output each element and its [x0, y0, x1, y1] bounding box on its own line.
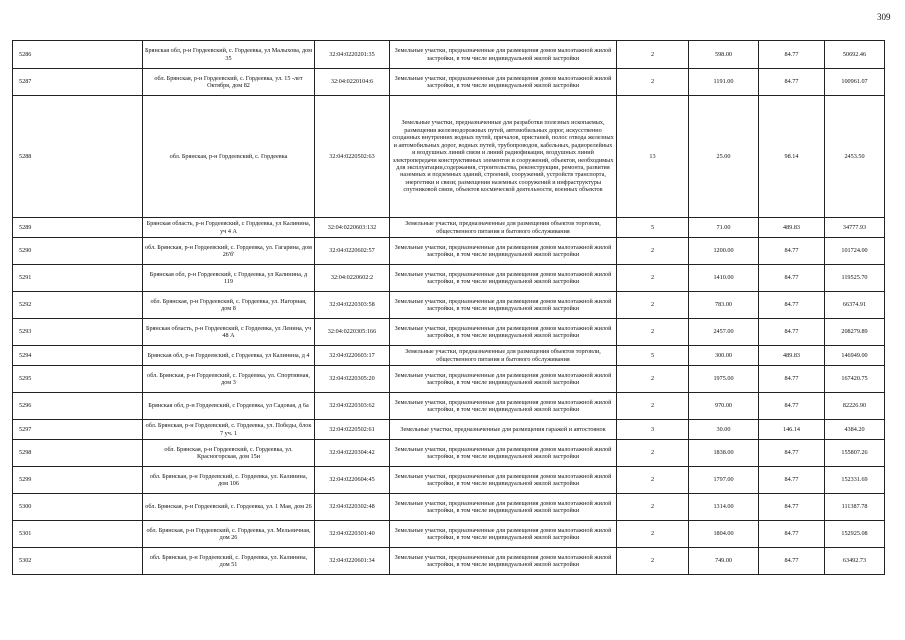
- group-cell: 2: [617, 548, 689, 575]
- address-cell: обл. Брянская, р-н Гордеевский, с. Гордеевка, ул. Спортивная, дом 3: [143, 366, 315, 393]
- group-cell: 2: [617, 494, 689, 521]
- area-cell: 1975.00: [689, 366, 759, 393]
- address-cell: Брянская обл, р-н Гордеевский, с. Гордеевка, ул Малыхова, дом 35: [143, 41, 315, 69]
- row-number: 5290: [13, 238, 143, 265]
- group-cell: 2: [617, 366, 689, 393]
- area-cell: 300.00: [689, 346, 759, 366]
- row-number: 5291: [13, 265, 143, 292]
- value-cell: 63492.73: [825, 548, 885, 575]
- cadastral-number-cell: 32:04:0220305:166: [315, 319, 390, 346]
- row-number: 5289: [13, 218, 143, 238]
- row-number: 5299: [13, 467, 143, 494]
- value-cell: 119525.70: [825, 265, 885, 292]
- address-cell: Брянская обл, р-н Гордеевский, с Гордеевка, ул Калинина, д 4: [143, 346, 315, 366]
- row-number: 5292: [13, 292, 143, 319]
- rate-cell: 84.77: [759, 467, 825, 494]
- value-cell: 101724.00: [825, 238, 885, 265]
- land-use-cell: Земельные участки, предназначенные для размещения домов малоэтажной жилой застройки, в том числе индивидуальной жилой застройки: [390, 292, 617, 319]
- group-cell: 2: [617, 521, 689, 548]
- land-use-cell: Земельные участки, предназначенные для размещения гаражей и автостоянок: [390, 420, 617, 440]
- row-number: 5295: [13, 366, 143, 393]
- value-cell: 100961.07: [825, 69, 885, 96]
- value-cell: 152331.69: [825, 467, 885, 494]
- table-row: [13, 467, 885, 494]
- row-number: 5297: [13, 420, 143, 440]
- row-number: 5286: [13, 41, 143, 69]
- row-number: 5287: [13, 69, 143, 96]
- cadastral-number-cell: 32:04:0220502:63: [315, 96, 390, 218]
- table-row: [13, 346, 885, 366]
- table-row: [13, 319, 885, 346]
- cadastral-number-cell: 32:04:0220301:40: [315, 521, 390, 548]
- land-use-cell: Земельные участки, предназначенные для размещения домов малоэтажной жилой застройки, в том числе индивидуальной жилой застройки: [390, 238, 617, 265]
- rate-cell: 489.83: [759, 346, 825, 366]
- value-cell: 34777.93: [825, 218, 885, 238]
- land-use-cell: Земельные участки, предназначенные для размещения домов малоэтажной жилой застройки, в том числе индивидуальной жилой застройки: [390, 548, 617, 575]
- group-cell: 2: [617, 440, 689, 467]
- area-cell: 1410.00: [689, 265, 759, 292]
- land-use-cell: Земельные участки, предназначенные для размещения объектов торговли, общественного питания и бытового обслуживания: [390, 218, 617, 238]
- row-number: 5298: [13, 440, 143, 467]
- rate-cell: 489.83: [759, 218, 825, 238]
- row-number: 5294: [13, 346, 143, 366]
- group-cell: 2: [617, 393, 689, 420]
- area-cell: 25.00: [689, 96, 759, 218]
- table-row: [13, 420, 885, 440]
- cadastral-number-cell: 32:04:0220302:48: [315, 494, 390, 521]
- area-cell: 1191.00: [689, 69, 759, 96]
- area-cell: 1200.00: [689, 238, 759, 265]
- rate-cell: 84.77: [759, 292, 825, 319]
- cadastral-number-cell: 32:04:0220604:45: [315, 467, 390, 494]
- value-cell: 155807.26: [825, 440, 885, 467]
- address-cell: Брянская область, р-н Гордеевский, с Гордеевка, ул Калинина, уч 4 А: [143, 218, 315, 238]
- table-row: [13, 393, 885, 420]
- row-number: 5302: [13, 548, 143, 575]
- registry-body: [13, 41, 885, 575]
- rate-cell: 84.77: [759, 440, 825, 467]
- value-cell: 50692.46: [825, 41, 885, 69]
- address-cell: обл. Брянская, р-н Гордеевский, с. Гордеевка, ул. Гагарина, дом 26'б': [143, 238, 315, 265]
- land-use-cell: Земельные участки, предназначенные для размещения домов малоэтажной жилой застройки, в том числе индивидуальной жилой застройки: [390, 440, 617, 467]
- registry-table: [12, 40, 885, 575]
- land-use-cell: Земельные участки, предназначенные для размещения объектов торговли, общественного питания и бытового обслуживания: [390, 346, 617, 366]
- group-cell: 13: [617, 96, 689, 218]
- area-cell: 1314.00: [689, 494, 759, 521]
- area-cell: 1804.00: [689, 521, 759, 548]
- table-row: [13, 41, 885, 69]
- cadastral-number-cell: 32:04:0220305:20: [315, 366, 390, 393]
- address-cell: Брянская обл, р-н Гордеевский, с Гордеевка, ул Садовая, д 6а: [143, 393, 315, 420]
- cadastral-number-cell: 32:04:0220303:62: [315, 393, 390, 420]
- area-cell: 749.00: [689, 548, 759, 575]
- value-cell: 208279.89: [825, 319, 885, 346]
- rate-cell: 84.77: [759, 69, 825, 96]
- row-number: 5300: [13, 494, 143, 521]
- address-cell: обл. Брянская, р-н Гордеевский, с. Гордеевка, ул. Нагорная, дом 8: [143, 292, 315, 319]
- cadastral-number-cell: 32:04:0220201:35: [315, 41, 390, 69]
- row-number: 5301: [13, 521, 143, 548]
- cadastral-number-cell: 32:04:0220104:6: [315, 69, 390, 96]
- value-cell: 66374.91: [825, 292, 885, 319]
- rate-cell: 84.77: [759, 41, 825, 69]
- table-row: [13, 218, 885, 238]
- table-row: [13, 292, 885, 319]
- page-number: 309: [877, 12, 891, 22]
- rate-cell: 84.77: [759, 521, 825, 548]
- value-cell: 111387.78: [825, 494, 885, 521]
- value-cell: 167420.75: [825, 366, 885, 393]
- cadastral-number-cell: 32:04:0220303:58: [315, 292, 390, 319]
- rate-cell: 84.77: [759, 319, 825, 346]
- value-cell: 82226.90: [825, 393, 885, 420]
- rate-cell: 84.77: [759, 366, 825, 393]
- group-cell: 5: [617, 346, 689, 366]
- group-cell: 2: [617, 238, 689, 265]
- address-cell: обл. Брянская, р-н Гордеевский, с. Гордеевка, ул. Мельничная, дом 26: [143, 521, 315, 548]
- area-cell: 71.00: [689, 218, 759, 238]
- table-row: [13, 521, 885, 548]
- land-use-cell: Земельные участки, предназначенные для размещения домов малоэтажной жилой застройки, в том числе индивидуальной жилой застройки: [390, 393, 617, 420]
- cadastral-number-cell: 32:04:0220602:57: [315, 238, 390, 265]
- land-use-cell: Земельные участки, предназначенные для размещения домов малоэтажной жилой застройки, в том числе индивидуальной жилой застройки: [390, 41, 617, 69]
- address-cell: обл. Брянская, р-н Гордеевский, с. Гордеевка, ул. Красногорская, дом 15и: [143, 440, 315, 467]
- address-cell: Брянская область, р-н Гордеевский, с Гордеевка, ул Ленина, уч 48 А: [143, 319, 315, 346]
- land-use-cell: Земельные участки, предназначенные для размещения домов малоэтажной жилой застройки, в том числе индивидуальной жилой застройки: [390, 494, 617, 521]
- address-cell: обл. Брянская, р-н Гордеевский, с. Гордеевка, ул. 1 Мая, дом 26: [143, 494, 315, 521]
- land-use-cell: Земельные участки, предназначенные для размещения домов малоэтажной жилой застройки, в том числе индивидуальной жилой застройки: [390, 366, 617, 393]
- land-use-cell: Земельные участки, предназначенные для размещения домов малоэтажной жилой застройки, в том числе индивидуальной жилой застройки: [390, 69, 617, 96]
- group-cell: 2: [617, 319, 689, 346]
- cadastral-number-cell: 32:04:0220603:17: [315, 346, 390, 366]
- cadastral-number-cell: 32:04:0220603:132: [315, 218, 390, 238]
- table-row: [13, 548, 885, 575]
- cadastral-number-cell: 32:04:0220602:2: [315, 265, 390, 292]
- area-cell: 970.00: [689, 393, 759, 420]
- area-cell: 598.00: [689, 41, 759, 69]
- rate-cell: 84.77: [759, 265, 825, 292]
- land-use-cell: Земельные участки, предназначенные для размещения домов малоэтажной жилой застройки, в том числе индивидуальной жилой застройки: [390, 521, 617, 548]
- area-cell: 1838.00: [689, 440, 759, 467]
- cadastral-number-cell: 32:04:0220304:42: [315, 440, 390, 467]
- table-row: [13, 69, 885, 96]
- row-number: 5293: [13, 319, 143, 346]
- group-cell: 2: [617, 467, 689, 494]
- address-cell: Брянская обл, р-н Гордеевский, с Гордеевка, ул Калинина, д 119: [143, 265, 315, 292]
- land-use-cell: Земельные участки, предназначенные для размещения домов малоэтажной жилой застройки, в том числе индивидуальной жилой застройки: [390, 319, 617, 346]
- area-cell: 1797.00: [689, 467, 759, 494]
- table-row: [13, 440, 885, 467]
- rate-cell: 98.14: [759, 96, 825, 218]
- address-cell: обл. Брянская, р-н Гордеевский, с. Гордеевка, ул. 15 -лет Октября, дом 82: [143, 69, 315, 96]
- address-cell: обл. Брянская, р-н Гордеевский, с. Гордеевка, ул. Калинина, дом 106: [143, 467, 315, 494]
- rate-cell: 146.14: [759, 420, 825, 440]
- cadastral-number-cell: 32:04:0220502:61: [315, 420, 390, 440]
- group-cell: 5: [617, 218, 689, 238]
- table-row: [13, 96, 885, 218]
- address-cell: обл. Брянская, р-н Гордеевский, с. Гордеевка, ул. Калинина, дом 51: [143, 548, 315, 575]
- cadastral-number-cell: 32:04:0220601:34: [315, 548, 390, 575]
- table-row: [13, 366, 885, 393]
- land-use-cell: Земельные участки, предназначенные для размещения домов малоэтажной жилой застройки, в том числе индивидуальной жилой застройки: [390, 265, 617, 292]
- value-cell: 4384.20: [825, 420, 885, 440]
- value-cell: 146949.00: [825, 346, 885, 366]
- address-cell: обл. Брянская, р-н Гордеевский, с. Гордеевка, ул. Победы, блок 7 уч. 1: [143, 420, 315, 440]
- group-cell: 2: [617, 292, 689, 319]
- group-cell: 2: [617, 69, 689, 96]
- area-cell: 30.00: [689, 420, 759, 440]
- group-cell: 3: [617, 420, 689, 440]
- address-cell: обл. Брянская, р-н Гордеевский, с. Гордеевка: [143, 96, 315, 218]
- rate-cell: 84.77: [759, 238, 825, 265]
- row-number: 5296: [13, 393, 143, 420]
- value-cell: 152925.08: [825, 521, 885, 548]
- table-row: [13, 238, 885, 265]
- table-row: [13, 265, 885, 292]
- rate-cell: 84.77: [759, 494, 825, 521]
- group-cell: 2: [617, 41, 689, 69]
- table-row: [13, 494, 885, 521]
- rate-cell: 84.77: [759, 548, 825, 575]
- value-cell: 2453.50: [825, 96, 885, 218]
- land-use-cell: Земельные участки, предназначенные для размещения домов малоэтажной жилой застройки, в том числе индивидуальной жилой застройки: [390, 467, 617, 494]
- land-use-cell: Земельные участки, предназначенные для разработки полезных ископаемых, размещения железнодорожных путей, автомобильных дорог, искусственно созданных внутренних водных путей, причалов, пристаней, полос отвода железных и автомобильных дорог, водных путей, трубопроводов, кабельных, радиорелейных и воздушных линий связи и линий радиофикации, воздушных линий электропередачи конструктивных элементов и сооружений, объектов, необходимых для эксплуатации,содержания, строительства, реконструкции, ремонта, развития наземных и подземных зданий, строений, сооружений, устройств транспорта, энергетики и связи; размещения наземных сооружений и инфраструктуры спутниковой связи, объектов космической деятельности, военных объектов: [390, 96, 617, 218]
- rate-cell: 84.77: [759, 393, 825, 420]
- area-cell: 783.00: [689, 292, 759, 319]
- group-cell: 2: [617, 265, 689, 292]
- area-cell: 2457.00: [689, 319, 759, 346]
- row-number: 5288: [13, 96, 143, 218]
